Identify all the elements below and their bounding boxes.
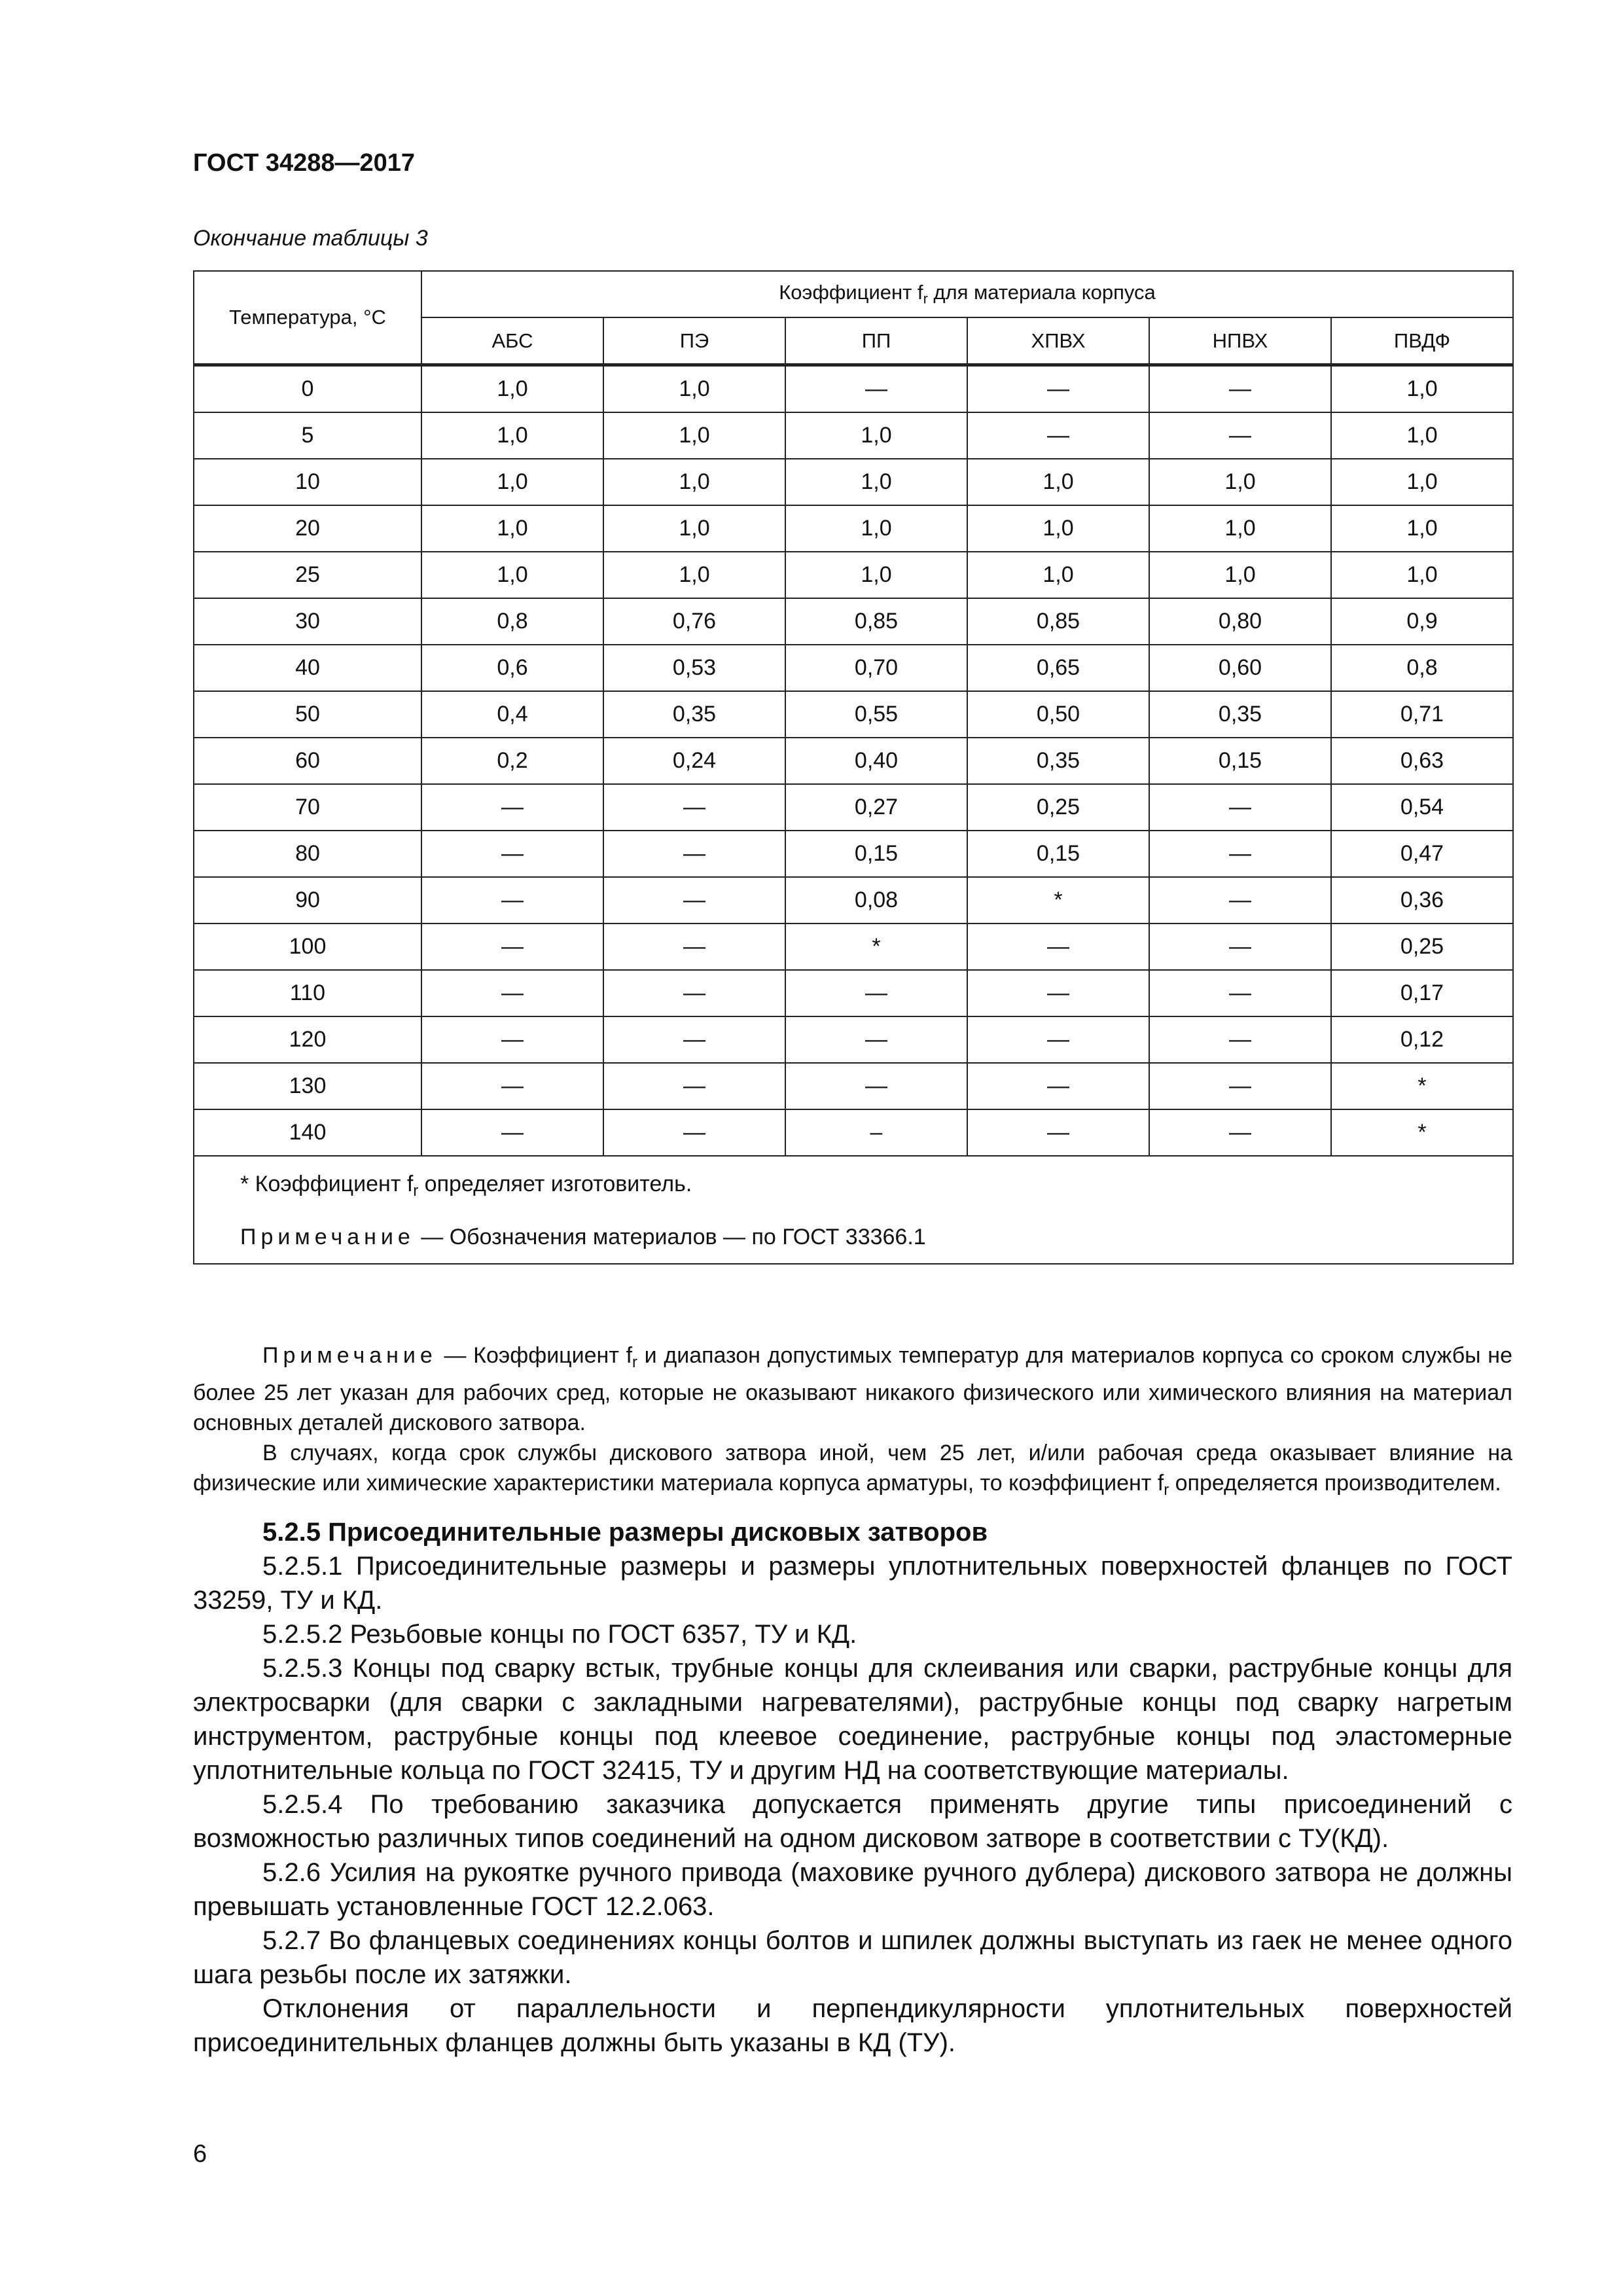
coefficient-cell: — (421, 1109, 603, 1156)
coefficient-cell: 1,0 (421, 459, 603, 505)
coefficient-cell: — (1149, 831, 1331, 877)
header-material: ПЭ (603, 317, 785, 365)
coefficient-cell: — (421, 1016, 603, 1063)
table-footnotes (194, 1156, 1513, 1264)
table-row (194, 738, 1513, 784)
coefficient-cell: — (967, 365, 1149, 413)
coefficient-cell: — (785, 1063, 967, 1109)
coefficient-cell: 0,08 (785, 877, 967, 924)
coefficient-cell: — (603, 831, 785, 877)
coefficient-cell: 0,35 (967, 738, 1149, 784)
header-material: АБС (421, 317, 603, 365)
coefficient-cell: 0,53 (603, 645, 785, 691)
coefficient-cell: 1,0 (421, 365, 603, 413)
coefficient-cell: — (1149, 1063, 1331, 1109)
coefficient-cell: 0,76 (603, 598, 785, 645)
coefficient-cell: — (421, 784, 603, 831)
temperature-cell: 140 (194, 1109, 421, 1156)
coefficient-cell: — (603, 784, 785, 831)
table-row (194, 1016, 1513, 1063)
coefficient-cell: 1,0 (967, 459, 1149, 505)
table-row (194, 924, 1513, 970)
coefficient-cell: 0,55 (785, 691, 967, 738)
coefficient-cell: 0,35 (603, 691, 785, 738)
coefficient-cell: — (1149, 924, 1331, 970)
coefficient-cell: 1,0 (1149, 552, 1331, 598)
coefficient-cell: — (785, 1016, 967, 1063)
coefficient-cell: * (1331, 1063, 1513, 1109)
page-number: 6 (193, 2140, 207, 2168)
coefficient-cell: 0,85 (967, 598, 1149, 645)
coefficient-cell: — (421, 877, 603, 924)
temperature-cell: 90 (194, 877, 421, 924)
coefficient-cell: * (967, 877, 1149, 924)
coefficient-cell: — (421, 970, 603, 1016)
coefficient-cell: 0,50 (967, 691, 1149, 738)
coefficient-cell: 0,6 (421, 645, 603, 691)
coefficient-cell: 0,15 (967, 831, 1149, 877)
temperature-cell: 10 (194, 459, 421, 505)
coefficient-cell: 1,0 (421, 505, 603, 552)
temperature-cell: 40 (194, 645, 421, 691)
coefficient-cell: — (603, 924, 785, 970)
section-5-2-5-2: 5.2.5.2 Резьбовые концы по ГОСТ 6357, ТУ и КД. (262, 1620, 857, 1649)
coefficient-cell: — (421, 1063, 603, 1109)
section-5-2-5-1: 5.2.5.1 Присоединительные размеры и размеры уплотнительных поверхностей фланцев по ГОСТ 33259, ТУ и КД. (193, 1552, 1512, 1615)
coefficient-cell: 0,35 (1149, 691, 1331, 738)
coefficient-cell: 0,54 (1331, 784, 1513, 831)
coefficient-cell: 1,0 (1331, 365, 1513, 413)
table-row (194, 412, 1513, 459)
coefficient-cell: 1,0 (603, 552, 785, 598)
coefficient-cell: 0,47 (1331, 831, 1513, 877)
table-row (194, 831, 1513, 877)
coefficient-cell: 1,0 (1149, 505, 1331, 552)
coefficient-cell: 1,0 (785, 552, 967, 598)
coefficient-cell: 0,2 (421, 738, 603, 784)
table-row (194, 970, 1513, 1016)
coefficient-cell: — (603, 1063, 785, 1109)
table-row (194, 645, 1513, 691)
coefficient-cell: 0,12 (1331, 1016, 1513, 1063)
coefficient-cell: 1,0 (785, 505, 967, 552)
coefficient-cell: 0,27 (785, 784, 967, 831)
coefficient-cell: — (603, 1016, 785, 1063)
coefficient-cell: 0,8 (421, 598, 603, 645)
header-coefficient: Коэффициент $f_r$ для материала корпуса (421, 271, 1513, 317)
temperature-cell: 5 (194, 412, 421, 459)
table-row (194, 691, 1513, 738)
section-5-2-7-extra: Отклонения от параллельности и перпендикулярности уплотнительных поверхностей присоединительных фланцев должны быть указаны в КД (ТУ). (193, 1994, 1512, 2057)
coefficient-cell: * (1331, 1109, 1513, 1156)
header-temperature: Температура, °С (194, 271, 421, 365)
coefficient-cell: 0,63 (1331, 738, 1513, 784)
section-5-2-5-4: 5.2.5.4 По требованию заказчика допускается применять другие типы присоединений с возможностью различных типов соединений на одном дисковом затворе в соответствии с ТУ(КД). (193, 1790, 1512, 1853)
coefficient-cell: — (603, 877, 785, 924)
coefficient-cell: 1,0 (1331, 505, 1513, 552)
coefficient-cell: 0,25 (967, 784, 1149, 831)
coefficient-cell: 1,0 (603, 365, 785, 413)
coefficient-cell: 1,0 (1149, 459, 1331, 505)
coefficient-cell: 0,40 (785, 738, 967, 784)
temperature-cell: 25 (194, 552, 421, 598)
header-material: ХПВХ (967, 317, 1149, 365)
coefficient-cell: 0,65 (967, 645, 1149, 691)
coefficient-cell: 1,0 (967, 505, 1149, 552)
coefficient-cell: — (967, 970, 1149, 1016)
coefficient-cell: 0,4 (421, 691, 603, 738)
coefficient-cell: — (421, 924, 603, 970)
coefficient-cell: — (1149, 877, 1331, 924)
coefficient-cell: — (603, 1109, 785, 1156)
table-row (194, 365, 1513, 413)
table-caption: Окончание таблицы 3 (193, 226, 428, 251)
coefficient-cell: 0,15 (785, 831, 967, 877)
section-5-2-7: 5.2.7 Во фланцевых соединениях концы болтов и шпилек должны выступать из гаек не менее одного шага резьбы после их затяжки. (193, 1926, 1512, 1989)
coefficient-cell: — (1149, 784, 1331, 831)
coefficient-cell: 1,0 (785, 412, 967, 459)
coefficient-cell: — (1149, 365, 1331, 413)
coefficient-cell: — (421, 831, 603, 877)
coefficient-cell: 0,17 (1331, 970, 1513, 1016)
temperature-cell: 100 (194, 924, 421, 970)
note-paragraph-1: Примечание — Коэффициент $f_r$ и диапазон допустимых температур для материалов корпуса со сроком службы не более 25 лет указан для рабочих сред, которые не оказывают никакого физического или химического влияния на материал основных деталей дискового затвора. (193, 1343, 1512, 1436)
table-row (194, 1063, 1513, 1109)
coefficient-cell: 0,8 (1331, 645, 1513, 691)
coefficient-cell: 1,0 (967, 552, 1149, 598)
coefficient-cell: 0,71 (1331, 691, 1513, 738)
table-row (194, 552, 1513, 598)
table-row (194, 598, 1513, 645)
coefficient-cell: 1,0 (421, 412, 603, 459)
coefficient-cell: — (967, 924, 1149, 970)
temperature-cell: 80 (194, 831, 421, 877)
coefficient-table (193, 270, 1514, 1265)
coefficient-cell: 1,0 (421, 552, 603, 598)
coefficient-cell: 0,60 (1149, 645, 1331, 691)
coefficient-cell: 0,85 (785, 598, 967, 645)
page-header-title: ГОСТ 34288—2017 (193, 149, 416, 177)
temperature-cell: 0 (194, 365, 421, 413)
coefficient-cell: 0,24 (603, 738, 785, 784)
coefficient-cell: — (967, 1016, 1149, 1063)
note-paragraph-2: В случаях, когда срок службы дискового затвора иной, чем 25 лет, и/или рабочая среда оказывает влияние на физические или химические характеристики материала корпуса арматуры, то коэффициент $f_r$ определяется производителем. (193, 1441, 1512, 1499)
coefficient-cell: 1,0 (1331, 459, 1513, 505)
table-footnote: * Коэффициент $f_r$ определяет изготовитель. (240, 1172, 692, 1200)
temperature-cell: 70 (194, 784, 421, 831)
coefficient-cell: — (967, 1109, 1149, 1156)
coefficient-cell: — (1149, 1109, 1331, 1156)
table-row (194, 1109, 1513, 1156)
header-material: ПВДФ (1331, 317, 1513, 365)
temperature-cell: 110 (194, 970, 421, 1016)
temperature-cell: 30 (194, 598, 421, 645)
coefficient-cell: — (1149, 970, 1331, 1016)
temperature-cell: 60 (194, 738, 421, 784)
table-row (194, 784, 1513, 831)
coefficient-cell: 1,0 (603, 459, 785, 505)
coefficient-cell: — (1149, 1016, 1331, 1063)
section-title-5-2-5: 5.2.5 Присоединительные размеры дисковых затворов (262, 1518, 988, 1547)
coefficient-cell: 0,80 (1149, 598, 1331, 645)
header-material: НПВХ (1149, 317, 1331, 365)
sections-block (193, 1515, 1512, 2060)
notes-block (193, 1340, 1512, 1505)
coefficient-cell: 1,0 (785, 459, 967, 505)
table-row (194, 505, 1513, 552)
coefficient-cell: — (785, 970, 967, 1016)
temperature-cell: 130 (194, 1063, 421, 1109)
coefficient-cell: 0,15 (1149, 738, 1331, 784)
coefficient-cell: — (603, 970, 785, 1016)
coefficient-cell: — (785, 365, 967, 413)
table-note: Примечание — Обозначения материалов — по ГОСТ 33366.1 (240, 1225, 926, 1250)
header-material: ПП (785, 317, 967, 365)
coefficient-cell: — (967, 1063, 1149, 1109)
coefficient-cell: 0,70 (785, 645, 967, 691)
temperature-cell: 20 (194, 505, 421, 552)
section-5-2-5-3: 5.2.5.3 Концы под сварку встык, трубные концы для склеивания или сварки, раструбные концы для электросварки (для сварки с закладными нагревателями), раструбные концы под сварку нагретым инструментом, раструбные концы под клеевое соединение, раструбные концы под эластомерные уплотнительные кольца по ГОСТ 32415, ТУ и другим НД на соответствующие материалы. (193, 1654, 1512, 1785)
temperature-cell: 50 (194, 691, 421, 738)
coefficient-cell: 1,0 (603, 505, 785, 552)
coefficient-cell: 1,0 (1331, 412, 1513, 459)
table-row (194, 877, 1513, 924)
coefficient-cell: — (1149, 412, 1331, 459)
table-row (194, 459, 1513, 505)
coefficient-cell: 1,0 (603, 412, 785, 459)
coefficient-cell: 0,36 (1331, 877, 1513, 924)
coefficient-cell: * (785, 924, 967, 970)
section-5-2-6: 5.2.6 Усилия на рукоятке ручного привода (маховике ручного дублера) дискового затвора не должны превышать установленные ГОСТ 12.2.063. (193, 1858, 1512, 1921)
coefficient-cell: 1,0 (1331, 552, 1513, 598)
coefficient-cell: 0,25 (1331, 924, 1513, 970)
coefficient-cell: — (967, 412, 1149, 459)
coefficient-cell: – (785, 1109, 967, 1156)
coefficient-cell: 0,9 (1331, 598, 1513, 645)
temperature-cell: 120 (194, 1016, 421, 1063)
